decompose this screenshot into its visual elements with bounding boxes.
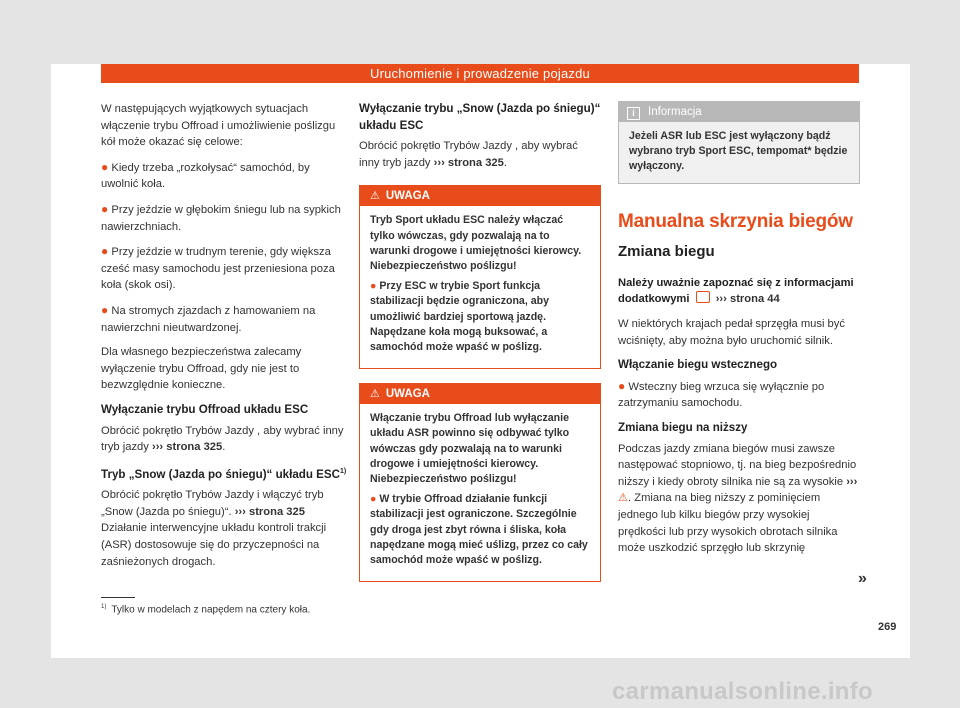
heading-snow-off: Wyłączanie trybu „Snow (Jazda po śniegu)“ układu ESC [359, 102, 601, 132]
page-link[interactable]: ››› strona 325 [234, 505, 305, 518]
bullet-icon: ● [101, 302, 109, 317]
heading-downshift: Zmiana biegu na niższy [618, 420, 748, 434]
offroad-off-paragraph: Obrócić pokrętło Trybów Jazdy , aby wybrać inny tryb jazdy ››› strona 325. [101, 424, 344, 454]
column-3 [618, 101, 860, 565]
snow-off-paragraph: Obrócić pokrętło Trybów Jazdy , aby wybrać inny tryb jazdy ››› strona 325. [359, 140, 578, 169]
book-icon [696, 291, 710, 303]
warning-triangle-icon: ⚠ [618, 492, 629, 505]
clutch-paragraph: W niektórych krajach pedał sprzęgła musi być wciśnięty, aby można było uruchomić silnik. [618, 317, 845, 347]
bullet-icon: ● [618, 378, 626, 393]
list-item: ● Na stromych zjazdach z hamowaniem na nawierzchni nieutwardzonej. [101, 302, 316, 334]
page-link[interactable]: ››› [846, 475, 858, 488]
footnote-divider [101, 597, 135, 598]
intro-paragraph: Należy uważnie zapoznać się z informacjami dodatkowymi ››› strona 44 [618, 276, 854, 306]
list-item: ● Przy jeździe w głębokim śniegu lub na sypkich nawierzchniach. [101, 201, 341, 233]
continue-arrow-icon: » [858, 570, 867, 587]
heading-reverse: Włączanie biegu wstecznego [618, 358, 778, 372]
info-header: i Informacja [619, 102, 859, 122]
watermark: carmanualsonline.info [612, 678, 874, 705]
bullet-icon: ● [370, 493, 377, 506]
subsection-title: Zmiana biegu [618, 243, 715, 261]
info-body: Jeżeli ASR lub ESC jest wyłączony bądź wybrano tryb Sport ESC, tempomat* będzie wyłączony. [629, 130, 848, 173]
column-2 [359, 101, 601, 596]
warning-triangle-icon: ⚠ [370, 190, 380, 203]
list-item: ● Wsteczny bieg wrzuca się wyłącznie po zatrzymaniu samochodu. [618, 378, 825, 410]
bullet-icon: ● [101, 201, 109, 216]
warning-body: Tryb Sport układu ESC należy włączać tylko wówczas, gdy pozwalają na to warunki drogowe i umiejętności kierowcy. Niebezpieczeństwo poślizgu! ● Przy ESC w trybie Sport funkcja stabilizacji będzie ograniczona, aby umożliwić bardziej sportową jazdę. Napędzane koła mogą buksować, a samochód może wpaść w poślizg. [370, 214, 582, 353]
page-link[interactable]: ››› strona 325 [151, 441, 223, 454]
recommendation-paragraph: Dla własnego bezpieczeństwa zalecamy wyłączenie trybu Offroad, gdy nie jest to bezwzględnie konieczne. [101, 346, 302, 392]
heading-offroad-off: Wyłączanie trybu Offroad układu ESC [101, 402, 309, 416]
warning-body: Włączanie trybu Offroad lub wyłączanie układu ASR powinno się odbywać tylko wówczas gdy pozwalają na to warunki drogowe i umiejętności kierowcy. Niebezpieczeństwo poślizgu! ● W trybie Offroad działanie funkcji stabilizacji jest ograniczone. Szczególnie gdy droga jest zbyt równa i śliska, koła napędzane mogą mieć uślizg, przez co cały samochód może wpaść w poślizg. [370, 412, 588, 567]
snow-on-paragraph: Obrócić pokrętło Trybów Jazdy i włączyć tryb „Snow (Jazda po śniegu)“. ››› strona 325 Działanie interwencyjne układu kontroli trakcji (ASR) dostosowuje się do przyczepności na zaśnieżonych drogach. [101, 489, 327, 568]
bullet-icon: ● [101, 244, 109, 259]
warning-box [359, 185, 601, 369]
warning-box [359, 383, 601, 582]
list-item: ● Przy jeździe w trudnym terenie, gdy większa cześć masy samochodu jest przeniesiona poza koła (skok osi). [101, 244, 335, 292]
chapter-header: Uruchomienie i prowadzenie pojazdu [101, 64, 859, 83]
section-title: Manualna skrzynia biegów [618, 210, 853, 232]
footnote-ref[interactable]: 1) [340, 467, 347, 475]
bullet-icon: ● [101, 159, 109, 174]
heading-snow-on: Tryb „Snow (Jazda po śniegu)“ układu ESC$^{1)}$ [101, 467, 347, 481]
downshift-paragraph: Podczas jazdy zmiana biegów musi zawsze następować stopniowo, tj. na bieg bezpośrednio niższy i kiedy obroty silnika nie są za wysokie ››› ⚠. Zmiana na bieg niższy z pominięciem jednego lub kilku biegów przy wysokiej prędkości lub przy wysokich obrotach silnika może uszkodzić sprzęgło lub skrzynię [618, 442, 858, 555]
warning-triangle-icon: ⚠ [370, 388, 380, 401]
intro-paragraph: W następujących wyjątkowych sytuacjach włączenie trybu Offroad i umożliwienie poślizgu kół może okazać się celowe: [101, 103, 336, 149]
page-number: 269 [878, 621, 897, 633]
footnote: $^{1)}$ Tylko w modelach z napędem na cztery koła. [101, 604, 311, 616]
column-1 [101, 101, 348, 578]
warning-header: ⚠ UWAGA [360, 186, 600, 206]
warning-header: ⚠ UWAGA [360, 384, 600, 404]
page-link[interactable]: ››› strona 44 [715, 293, 780, 306]
info-icon: i [627, 107, 640, 120]
list-item: ● Kiedy trzeba „rozkołysać“ samochód, by uwolnić koła. [101, 159, 310, 191]
page-link[interactable]: ››› strona 325 [433, 156, 504, 169]
bullet-icon: ● [370, 280, 377, 293]
info-box [618, 101, 860, 184]
